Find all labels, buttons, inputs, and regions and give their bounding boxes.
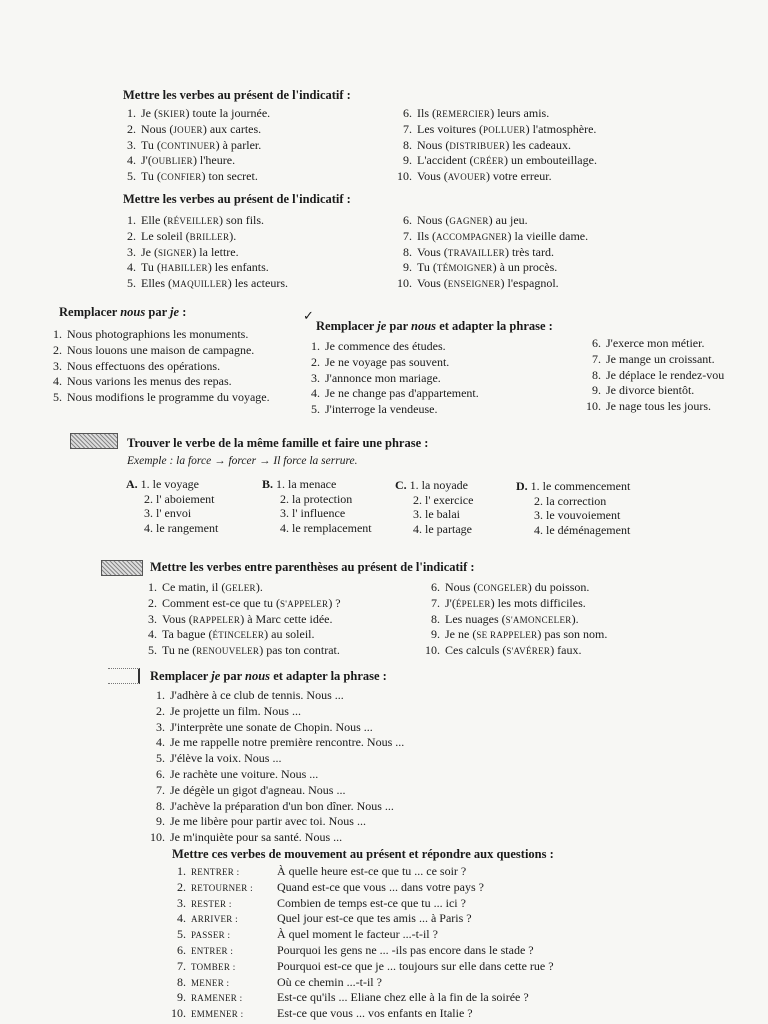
list-item: 8. Vous (TRAVAILLER) très tard. [403,244,554,259]
list-item: 2. Nous louons une maison de campagne. [53,342,255,357]
list-item: 5. J'interroge la vendeuse. [311,402,438,417]
list-item: 3. J'interprète une sonate de Chopin. Nous ... [156,719,373,734]
list-item: 10. Vous (ENSEIGNER) l'espagnol. [397,276,559,291]
list-item: 7. Je dégèle un gigot d'agneau. Nous ... [156,782,346,797]
section2-right-list [392,213,588,292]
list-item: 1. RENTRER : À quelle heure est-ce que tu ... ce soir ? [177,864,467,878]
list-item: 4. le déménagement [534,522,631,537]
section6-right-list [420,580,607,659]
section7-title: Remplacer je par nous et adapter la phrase : [150,669,387,683]
list-item: C. 1. la noyade [395,478,468,492]
list-item: 3. l' influence [280,506,346,520]
section5-example: Exemple : la force → forcer → Il force la serrure. [127,455,358,467]
list-item: B. 1. la menace [262,477,337,491]
list-item: 2. Comment est-ce que tu (S'APPELER) ? [148,595,341,610]
list-item: 3. Vous (RAPPELER) à Marc cette idée. [148,611,333,626]
section1-right-list [392,106,597,185]
section8-list [168,864,554,1022]
section2-title: Mettre les verbes au présent de l'indicatif : [123,192,351,206]
list-item: 6. ENTRER : Pourquoi les gens ne ... -ils pas encore dans le stade ? [177,942,534,957]
list-item: 5. Tu ne (RENOUVELER) pas ton contrat. [148,643,340,658]
list-item: 5. Tu (CONFIER) ton secret. [127,169,258,184]
list-item: 3. Je (SIGNER) la lettre. [127,244,239,259]
group-b [262,477,372,535]
list-item: 6. Ils (REMERCIER) leurs amis. [403,106,550,120]
list-item: 3. le vouvoiement [534,508,621,522]
list-item: 2. Le soleil (BRILLER). [127,228,237,243]
list-item: 10. Vous (AVOUER) votre erreur. [397,169,552,184]
list-item: 2. l' aboiement [144,491,215,506]
list-item: 5. Elles (MAQUILLER) les acteurs. [127,276,289,291]
group-c [395,478,473,536]
section4-right-list [583,336,724,415]
list-item: 4. le partage [413,521,472,536]
list-item: 9. Je ne (SE RAPPELER) pas son nom. [431,627,608,642]
list-item: 1. Elle (RÉVEILLER) son fils. [127,213,265,227]
list-item: 5. Nous modifions le programme du voyage. [53,390,270,405]
list-item: 1. Ce matin, il (GELER). [148,580,263,594]
list-item: 3. J'annonce mon mariage. [311,370,441,385]
section3-list [50,327,270,406]
list-item: 1. Nous photographions les monuments. [53,327,249,341]
list-item: 9. Je divorce bientôt. [592,383,695,398]
list-item: 9. RAMENER : Est-ce qu'ils ... Eliane chez elle à la fin de la soirée ? [177,990,529,1005]
list-item: 3. Tu (CONTINUER) à parler. [127,137,262,152]
list-item: 3. RESTER : Combien de temps est-ce que tu ... ici ? [177,895,466,910]
group-a [126,477,218,535]
list-item: 6. Nous (GAGNER) au jeu. [403,213,528,227]
list-item: 2. la protection [280,491,353,506]
list-item: 9. L'accident (CRÉER) un embouteillage. [403,153,597,168]
list-item: 2. Je projette un film. Nous ... [156,703,301,718]
list-item: 10. Je m'inquiète pour sa santé. Nous ... [150,830,343,845]
list-item: 3. l' envoi [144,506,192,520]
list-item: 9. Tu (TÉMOIGNER) à un procès. [403,260,558,275]
list-item: 8. Nous (DISTRIBUER) les cadeaux. [403,137,571,152]
list-item: 7. Les voitures (POLLUER) l'atmosphère. [403,121,597,136]
section6-title: Mettre les verbes entre parenthèses au présent de l'indicatif : [150,560,475,574]
section8-title: Mettre ces verbes de mouvement au présent et répondre aux questions : [172,847,554,861]
section6-left-list [145,580,341,659]
list-item: 4. le remplacement [280,520,372,535]
list-item: 8. Je déplace le rendez-vou [592,367,725,382]
list-item: 2. la correction [534,493,607,508]
list-item: 7. Ils (ACCOMPAGNER) la vieille dame. [403,228,589,243]
list-item: 7. TOMBER : Pourquoi est-ce que je ... toujours sur elle dans cette rue ? [177,958,554,973]
exercise-marker-icon [108,668,140,684]
list-item: 4. Je ne change pas d'appartement. [311,386,479,401]
checkmark-icon: ✓ [303,308,314,323]
list-item: 8. Les nuages (S'AMONCELER). [431,611,579,626]
section7-list [147,688,404,846]
list-item: 4. ARRIVER : Quel jour est-ce que tes amis ... à Paris ? [177,911,472,926]
list-item: 5. J'élève la voix. Nous ... [156,751,282,766]
list-item: 4. Tu (HABILLER) les enfants. [127,260,269,275]
list-item: 1. J'adhère à ce club de tennis. Nous ... [156,688,344,702]
section5-title: Trouver le verbe de la même famille et faire une phrase : [127,436,429,450]
list-item: 2. l' exercice [413,492,474,507]
exercise-marker-icon [70,433,118,449]
list-item: 2. Nous (JOUER) aux cartes. [127,121,262,136]
list-item: 4. Nous varions les menus des repas. [53,374,232,389]
list-item: A. 1. le voyage [126,477,199,491]
list-item: 1. Je commence des études. [311,339,446,353]
list-item: 7. J'(ÉPELER) les mots difficiles. [431,595,586,610]
list-item: 6. Je rachète une voiture. Nous ... [156,766,319,781]
section1-title: Mettre les verbes au présent de l'indicatif : [123,88,351,102]
section1-left-list [118,106,270,185]
list-item: 4. J'(OUBLIER) l'heure. [127,153,236,168]
list-item: 10. EMMENER : Est-ce que vous ... vos enfants en Italie ? [171,1006,473,1021]
list-item: 8. MENER : Où ce chemin ...-t-il ? [177,974,382,989]
list-item: 3. Nous effectuons des opérations. [53,358,221,373]
list-item: 1. Je (SKIER) toute la journée. [127,106,271,120]
section3-title: Remplacer nous par je : [59,305,187,319]
list-item: 3. le balai [413,507,460,521]
list-item: 10. Je nage tous les jours. [586,399,711,414]
list-item: 10. Ces calculs (S'AVÉRER) faux. [425,643,582,658]
list-item: 9. Je me libère pour partir avec toi. Nous ... [156,814,366,829]
section4-left-list [308,339,479,418]
exercise-marker-icon [101,560,143,576]
list-item: 2. RETOURNER : Quand est-ce que vous ... dans votre pays ? [177,879,484,894]
list-item: 4. Je me rappelle notre première rencontre. Nous ... [156,735,405,750]
section4-title: Remplacer je par nous et adapter la phrase : [316,319,553,333]
list-item: 4. Ta bague (ÉTINCELER) au soleil. [148,627,315,642]
group-d [516,479,630,537]
list-item: 5. PASSER : À quel moment le facteur ...-t-il ? [177,927,438,942]
list-item: 4. le rangement [144,520,219,535]
list-item: 8. J'achève la préparation d'un bon dîner. Nous ... [156,798,394,813]
list-item: D. 1. le commencement [516,479,631,493]
list-item: 6. J'exerce mon métier. [592,336,705,350]
list-item: 2. Je ne voyage pas souvent. [311,354,450,369]
list-item: 7. Je mange un croissant. [592,351,715,366]
section2-left-list [118,213,288,292]
list-item: 6. Nous (CONGELER) du poisson. [431,580,590,594]
